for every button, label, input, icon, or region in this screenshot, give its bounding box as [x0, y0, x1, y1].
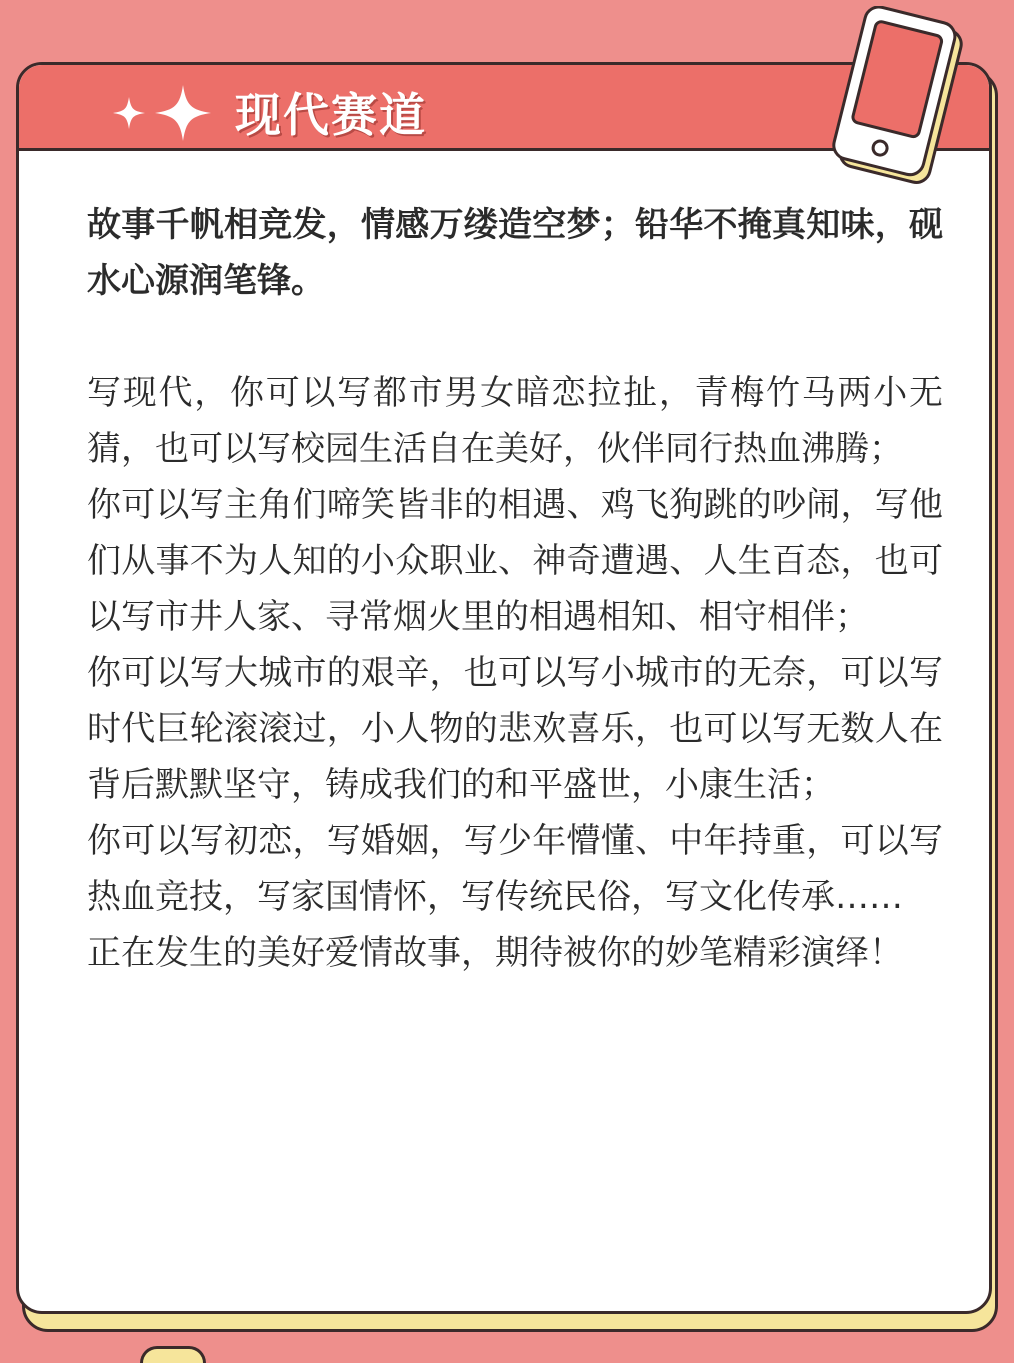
intro-poem: 故事千帆相竞发，情感万缕造空梦；铅华不掩真知味，砚水心源润笔锋。 — [87, 205, 943, 301]
content-card — [16, 62, 992, 1314]
paragraph-3: 你可以写大城市的艰辛，也可以写小城市的无奈，可以写时代巨轮滚滚过，小人物的悲欢喜乐，也可以写无数人在背后默默坚守，铸成我们的和平盛世，小康生活； — [87, 653, 943, 805]
phone-icon — [818, 6, 978, 196]
sparkle-small-icon — [113, 97, 145, 129]
paragraph-1: 写现代，你可以写都市男女暗恋拉扯，青梅竹马两小无猜，也可以写校园生活自在美好，伙伴同行热血沸腾； — [87, 373, 943, 469]
paragraph-4: 你可以写初恋，写婚姻，写少年懵懂、中年持重，可以写热血竞技，写家国情怀，写传统民俗，写文化传承…… — [87, 821, 943, 917]
paragraph-5: 正在发生的美好爱情故事，期待被你的妙笔精彩演绎！ — [87, 933, 903, 973]
page-title: 现代赛道 — [235, 88, 427, 142]
sparkle-large-icon — [155, 85, 211, 141]
article-body — [87, 197, 943, 981]
paragraph-2: 你可以写主角们啼笑皆非的相遇、鸡飞狗跳的吵闹，写他们从事不为人知的小众职业、神奇遭遇、人生百态，也可以写市井人家、寻常烟火里的相遇相知、相守相伴； — [87, 485, 943, 637]
sparkle-icon — [111, 83, 231, 143]
bottom-decoration — [140, 1346, 206, 1363]
